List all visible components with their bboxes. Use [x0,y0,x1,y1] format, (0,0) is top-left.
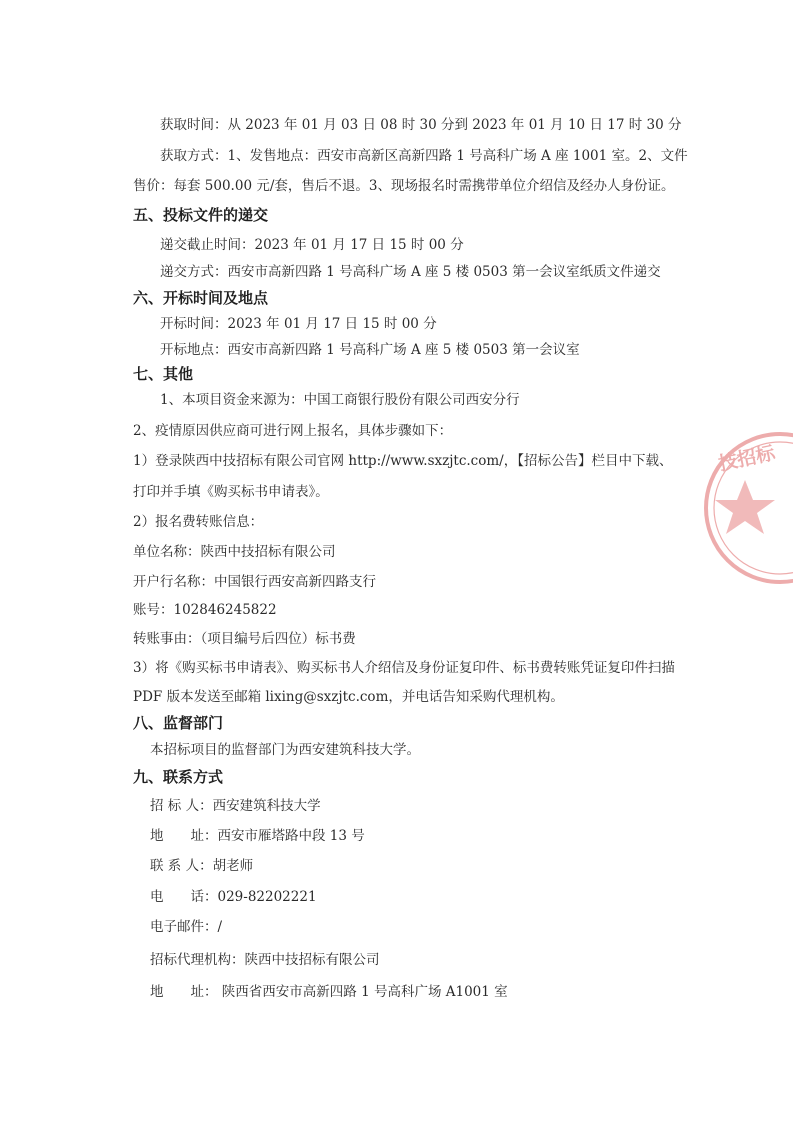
step-2-title: 2）报名费转账信息： [133,514,264,530]
section-6-heading: 六、开标时间及地点 [133,289,269,307]
section-8-heading: 八、监督部门 [133,714,224,732]
step-3-line1: 3）将《购买标书申请表》、购买标书人介绍信及身份证复印件、标书费转账凭证复印件扫描 [133,660,675,676]
transfer-reason: 转账事由：（项目编号后四位）标书费 [133,631,356,647]
step-3-line2: PDF 版本发送至邮箱 lixing@sxzjtc.com，并电话告知采购代理机构。 [133,689,564,705]
contact-email: 电子邮件：/ [150,919,223,935]
agency-address: 地 址： 陕西省西安市高新四路 1 号高科广场 A1001 室 [150,984,508,1000]
submission-method: 递交方式：西安市高新四路 1 号高科广场 A 座 5 楼 0503 第一会议室纸质文件递交 [160,264,661,280]
contact-address: 地 址：西安市雁塔路中段 13 号 [150,828,365,844]
account-bank-name: 开户行名称：中国银行西安高新四路支行 [133,574,376,590]
step-1-line1: 1）登录陕西中技招标有限公司官网 http://www.sxzjtc.com/，【招标公告】栏目中下载、 [133,453,673,469]
opening-location: 开标地点：西安市高新四路 1 号高科广场 A 座 5 楼 0503 第一会议室 [160,342,580,358]
agency-name: 招标代理机构：陕西中技招标有限公司 [150,952,380,968]
contact-phone: 电 话：029-82202221 [150,889,317,905]
section-5-heading: 五、投标文件的递交 [133,206,269,224]
contact-person: 联 系 人：胡老师 [150,858,254,874]
submission-deadline: 递交截止时间：2023 年 01 月 17 日 15 时 00 分 [160,237,464,253]
seal-star-icon [715,480,775,534]
account-number: 账号：102846245822 [133,602,277,618]
step-1-line2: 打印并手填《购买标书申请表》。 [133,484,329,500]
section-7-heading: 七、其他 [133,365,194,383]
account-unit-name: 单位名称：陕西中技招标有限公司 [133,544,336,560]
opening-time: 开标时间：2023 年 01 月 17 日 15 时 00 分 [160,316,437,332]
seal-text: 技招标 [716,441,777,476]
contact-tenderer: 招 标 人：西安建筑科技大学 [150,798,321,814]
acquisition-method-line1: 获取方式：1、发售地点：西安市高新区高新四路 1 号高科广场 A 座 1001 室。2、文件 [160,148,688,164]
company-seal-stamp [700,428,793,588]
section-9-heading: 九、联系方式 [133,768,224,786]
online-registration-note: 2、疫情原因供应商可进行网上报名，具体步骤如下： [133,423,453,439]
supervision-dept: 本招标项目的监督部门为西安建筑科技大学。 [150,742,420,758]
acquisition-method-line2: 售价：每套 500.00 元/套，售后不退。3、现场报名时需携带单位介绍信及经办人身份证。 [133,178,675,194]
funding-source: 1、本项目资金来源为：中国工商银行股份有限公司西安分行 [160,392,520,408]
acquisition-time: 获取时间：从 2023 年 01 月 03 日 08 时 30 分到 2023 年 01 月 10 日 17 时 30 分 [160,117,682,133]
